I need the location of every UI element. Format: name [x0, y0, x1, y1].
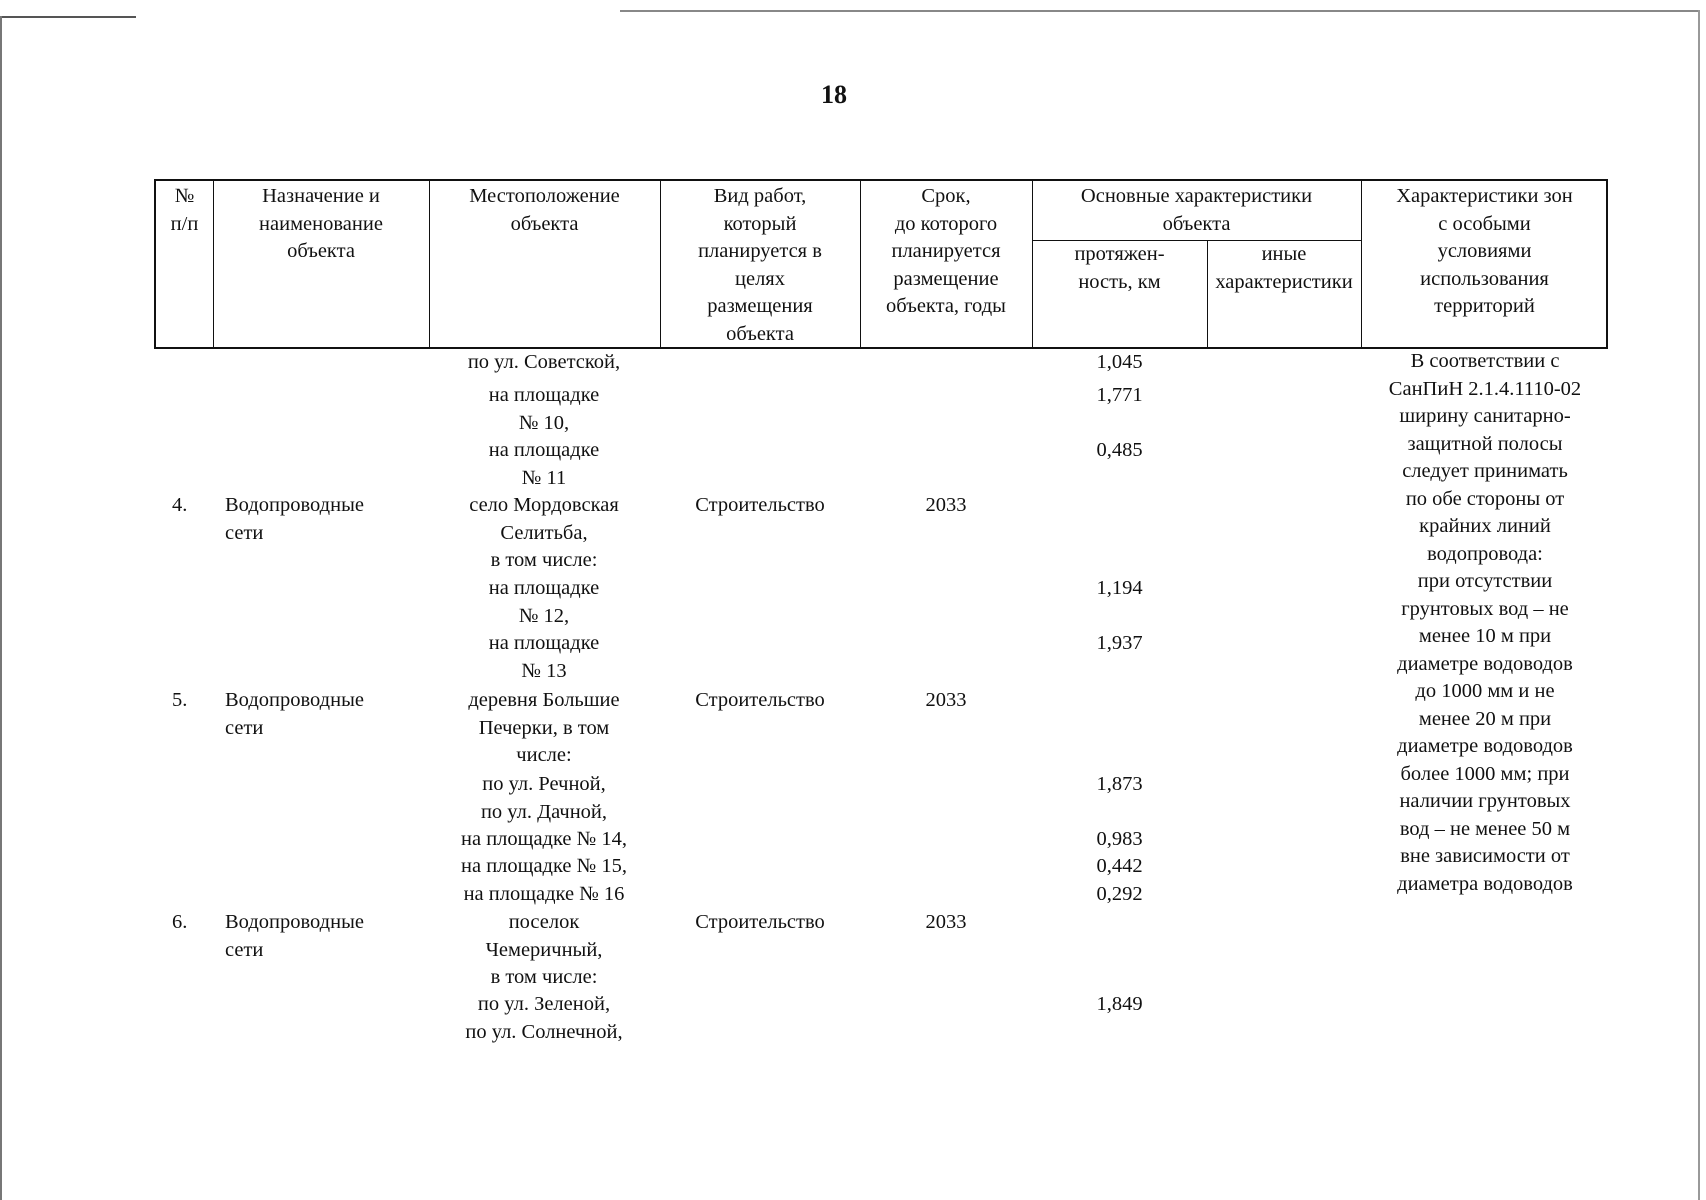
- item-name: Водопроводные сети: [225, 689, 364, 739]
- term-year: 2033: [925, 494, 967, 516]
- location-cell: на площадке № 14,: [461, 828, 627, 850]
- location-cell: на площадке № 13: [488, 632, 600, 682]
- term-year: 2033: [925, 689, 967, 711]
- scan-border-left: [0, 16, 2, 1200]
- location-cell: на площадке № 15,: [461, 855, 627, 877]
- scan-border-top-left: [0, 16, 136, 18]
- header-other: иные характеристики: [1215, 243, 1353, 293]
- location-cell: на площадке № 11: [488, 439, 600, 489]
- length-value: 0,292: [1096, 883, 1143, 905]
- item-number: 5.: [172, 689, 188, 711]
- table-header: [154, 179, 1608, 349]
- length-value: 1,771: [1096, 384, 1143, 406]
- header-location: Местоположение объекта: [469, 185, 620, 235]
- location-cell: деревня Большие Печерки, в том числе:: [468, 689, 620, 766]
- location-cell: по ул. Зеленой, по ул. Солнечной,: [465, 993, 623, 1043]
- header-term: Срок, до которого планируется размещение объекта, годы: [886, 185, 1006, 317]
- length-value: 1,194: [1096, 577, 1143, 599]
- location-cell: на площадке № 10,: [488, 384, 600, 434]
- zone-characteristics: В соответствии с СанПиН 2.1.4.1110-02 ширину санитарно- защитной полосы следует принимать по обе стороны от крайних линий водопровода: при отсутствии грунтовых вод – не менее 10 м при диаметре водоводов до 1000 мм и не менее 20 м при диаметре водоводов более 1000 мм; при наличии грунтовых вод – не менее 50 м вне зависимости от диаметра водоводов: [1388, 350, 1582, 895]
- location-cell: по ул. Речной, по ул. Дачной,: [480, 773, 608, 823]
- length-value: 1,873: [1096, 773, 1143, 795]
- location-cell: поселок Чемеричный, в том числе:: [485, 911, 603, 988]
- scan-border-top-right: [620, 10, 1700, 12]
- location-cell: село Мордовская Селитьба, в том числе:: [469, 494, 619, 571]
- header-length: протяжен- ность, км: [1074, 243, 1165, 293]
- location-cell: по ул. Советской,: [467, 351, 621, 373]
- work-type: Строительство: [695, 494, 825, 516]
- work-type: Строительство: [695, 689, 825, 711]
- location-cell: на площадке № 16: [463, 883, 625, 905]
- item-number: 4.: [172, 494, 188, 516]
- header-name: Назначение и наименование объекта: [259, 185, 383, 262]
- length-value: 0,983: [1096, 828, 1143, 850]
- header-num: № п/п: [170, 185, 199, 235]
- scan-border-right: [1698, 10, 1700, 1200]
- work-type: Строительство: [695, 911, 825, 933]
- location-cell: на площадке № 12,: [488, 577, 600, 627]
- header-work: Вид работ, который планируется в целях размещения объекта: [698, 185, 822, 345]
- header-main-characteristics: Основные характеристики объекта: [1080, 185, 1313, 235]
- page-number: 18: [821, 80, 847, 109]
- item-name: Водопроводные сети: [225, 494, 364, 544]
- term-year: 2033: [925, 911, 967, 933]
- item-number: 6.: [172, 911, 188, 933]
- length-value: 1,937: [1096, 632, 1143, 654]
- length-value: 1,045: [1096, 351, 1143, 373]
- item-name: Водопроводные сети: [225, 911, 364, 961]
- header-zones: Характеристики зон с особыми условиями использования территорий: [1396, 185, 1573, 317]
- length-value: 0,485: [1096, 439, 1143, 461]
- length-value: 1,849: [1096, 993, 1143, 1015]
- length-value: 0,442: [1096, 855, 1143, 877]
